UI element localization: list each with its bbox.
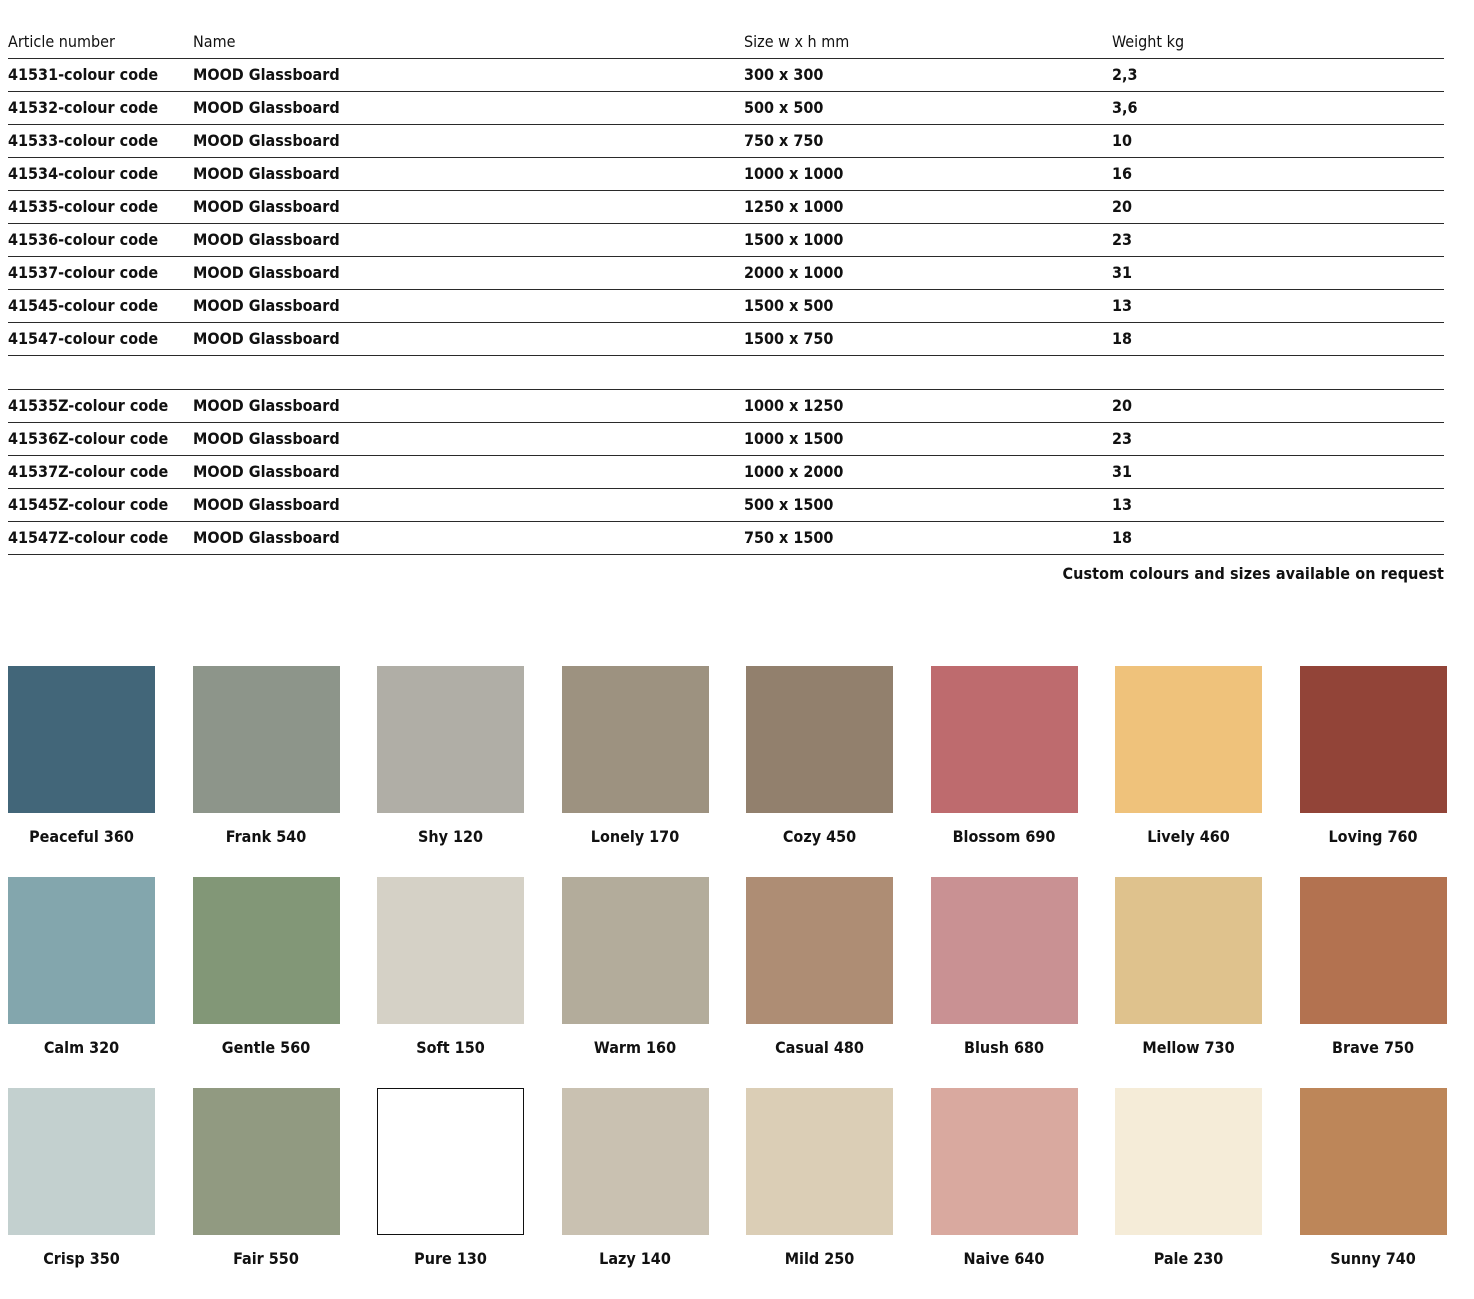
table-row bbox=[8, 390, 1444, 423]
swatch-chip bbox=[377, 877, 524, 1024]
table-spacer-row bbox=[8, 356, 1444, 390]
swatch-label: Calm 320 bbox=[43, 1038, 120, 1057]
article-number-cell: 41532-colour code bbox=[8, 98, 159, 117]
name-cell: MOOD Glassboard bbox=[193, 462, 340, 481]
custom-request-note: Custom colours and sizes available on request bbox=[1062, 564, 1444, 583]
name-cell: MOOD Glassboard bbox=[193, 164, 340, 183]
colour-swatch bbox=[1115, 877, 1262, 1088]
colour-swatch bbox=[1300, 877, 1447, 1088]
colour-swatch bbox=[8, 666, 155, 877]
size-cell: 1000 x 1000 bbox=[744, 164, 844, 183]
colour-swatch bbox=[193, 877, 340, 1088]
table-group-z bbox=[8, 390, 1444, 555]
article-number-cell: 41537Z-colour code bbox=[8, 462, 169, 481]
weight-cell: 3,6 bbox=[1112, 98, 1138, 117]
colour-swatch bbox=[8, 877, 155, 1088]
swatch-label: Frank 540 bbox=[225, 827, 307, 846]
size-cell: 2000 x 1000 bbox=[744, 263, 844, 282]
table-row bbox=[8, 59, 1444, 92]
name-cell: MOOD Glassboard bbox=[193, 329, 340, 348]
swatch-chip bbox=[931, 877, 1078, 1024]
article-number-cell: 41535-colour code bbox=[8, 197, 159, 216]
table-row bbox=[8, 125, 1444, 158]
swatch-label: Casual 480 bbox=[775, 1038, 864, 1057]
colour-swatch bbox=[931, 877, 1078, 1088]
swatch-label: Soft 150 bbox=[416, 1038, 485, 1057]
colour-swatch bbox=[1300, 666, 1447, 877]
table-row bbox=[8, 423, 1444, 456]
swatch-chip bbox=[931, 666, 1078, 813]
name-cell: MOOD Glassboard bbox=[193, 98, 340, 117]
size-cell: 1250 x 1000 bbox=[744, 197, 844, 216]
weight-cell: 18 bbox=[1112, 528, 1133, 547]
swatch-chip bbox=[377, 666, 524, 813]
article-number-cell: 41536Z-colour code bbox=[8, 429, 169, 448]
swatch-label: Brave 750 bbox=[1332, 1038, 1414, 1057]
swatch-label: Peaceful 360 bbox=[29, 827, 134, 846]
header-name: Name bbox=[193, 31, 236, 51]
weight-cell: 23 bbox=[1112, 230, 1133, 249]
article-number-cell: 41531-colour code bbox=[8, 65, 159, 84]
table-row bbox=[8, 489, 1444, 522]
swatch-label: Pale 230 bbox=[1153, 1249, 1224, 1268]
weight-cell: 16 bbox=[1112, 164, 1133, 183]
size-cell: 750 x 750 bbox=[744, 131, 824, 150]
swatch-chip bbox=[8, 1088, 155, 1235]
name-cell: MOOD Glassboard bbox=[193, 396, 340, 415]
swatch-label: Mellow 730 bbox=[1142, 1038, 1235, 1057]
table-row bbox=[8, 191, 1444, 224]
name-cell: MOOD Glassboard bbox=[193, 495, 340, 514]
swatch-label: Lively 460 bbox=[1147, 827, 1230, 846]
swatch-label: Crisp 350 bbox=[43, 1249, 120, 1268]
colour-swatch bbox=[193, 666, 340, 877]
swatch-label: Warm 160 bbox=[593, 1038, 677, 1057]
weight-cell: 13 bbox=[1112, 296, 1133, 315]
colour-swatch bbox=[562, 877, 709, 1088]
article-number-cell: 41545Z-colour code bbox=[8, 495, 169, 514]
weight-cell: 31 bbox=[1112, 462, 1133, 481]
name-cell: MOOD Glassboard bbox=[193, 263, 340, 282]
swatch-chip bbox=[746, 1088, 893, 1235]
colour-swatch bbox=[193, 1088, 340, 1299]
swatch-chip bbox=[193, 666, 340, 813]
colour-swatch bbox=[746, 666, 893, 877]
swatch-chip bbox=[562, 666, 709, 813]
swatch-chip bbox=[193, 1088, 340, 1235]
weight-cell: 31 bbox=[1112, 263, 1133, 282]
swatch-label: Shy 120 bbox=[417, 827, 484, 846]
colour-swatch bbox=[562, 1088, 709, 1299]
colour-swatch bbox=[377, 1088, 524, 1299]
swatch-label: Pure 130 bbox=[414, 1249, 487, 1268]
colour-swatch bbox=[1115, 1088, 1262, 1299]
name-cell: MOOD Glassboard bbox=[193, 528, 340, 547]
swatch-chip bbox=[193, 877, 340, 1024]
swatch-chip bbox=[1300, 1088, 1447, 1235]
article-number-cell: 41536-colour code bbox=[8, 230, 159, 249]
weight-cell: 2,3 bbox=[1112, 65, 1138, 84]
swatch-chip bbox=[746, 666, 893, 813]
article-number-cell: 41537-colour code bbox=[8, 263, 159, 282]
name-cell: MOOD Glassboard bbox=[193, 65, 340, 84]
name-cell: MOOD Glassboard bbox=[193, 230, 340, 249]
size-cell: 1500 x 1000 bbox=[744, 230, 844, 249]
colour-swatch bbox=[562, 666, 709, 877]
size-cell: 300 x 300 bbox=[744, 65, 824, 84]
header-size: Size w x h mm bbox=[744, 31, 850, 51]
colour-swatch bbox=[931, 666, 1078, 877]
name-cell: MOOD Glassboard bbox=[193, 197, 340, 216]
table-row bbox=[8, 323, 1444, 356]
colour-swatch bbox=[746, 1088, 893, 1299]
table-row bbox=[8, 522, 1444, 555]
swatch-label: Blush 680 bbox=[963, 1038, 1045, 1057]
swatch-label: Sunny 740 bbox=[1330, 1249, 1416, 1268]
swatch-label: Lonely 170 bbox=[590, 827, 680, 846]
size-cell: 500 x 500 bbox=[744, 98, 824, 117]
colour-swatch bbox=[377, 877, 524, 1088]
swatch-chip bbox=[1115, 1088, 1262, 1235]
swatch-chip bbox=[1300, 666, 1447, 813]
colour-swatch bbox=[1300, 1088, 1447, 1299]
swatch-label: Cozy 450 bbox=[782, 827, 857, 846]
table-row bbox=[8, 92, 1444, 125]
swatch-chip bbox=[8, 877, 155, 1024]
swatch-chip bbox=[562, 877, 709, 1024]
swatch-chip bbox=[562, 1088, 709, 1235]
table-header-row bbox=[8, 25, 1444, 59]
size-cell: 750 x 1500 bbox=[744, 528, 834, 547]
swatch-chip bbox=[1300, 877, 1447, 1024]
size-cell: 1000 x 1250 bbox=[744, 396, 844, 415]
colour-swatch bbox=[377, 666, 524, 877]
header-weight: Weight kg bbox=[1112, 31, 1185, 51]
swatch-chip bbox=[1115, 666, 1262, 813]
product-sheet bbox=[8, 0, 1444, 1268]
name-cell: MOOD Glassboard bbox=[193, 131, 340, 150]
swatch-label: Blossom 690 bbox=[952, 827, 1056, 846]
size-cell: 1000 x 2000 bbox=[744, 462, 844, 481]
swatch-label: Naive 640 bbox=[963, 1249, 1045, 1268]
article-number-cell: 41535Z-colour code bbox=[8, 396, 169, 415]
swatch-chip bbox=[1115, 877, 1262, 1024]
swatch-label: Gentle 560 bbox=[221, 1038, 311, 1057]
article-number-cell: 41534-colour code bbox=[8, 164, 159, 183]
article-table bbox=[8, 25, 1444, 555]
weight-cell: 20 bbox=[1112, 396, 1133, 415]
table-row bbox=[8, 456, 1444, 489]
name-cell: MOOD Glassboard bbox=[193, 296, 340, 315]
article-number-cell: 41545-colour code bbox=[8, 296, 159, 315]
swatch-label: Mild 250 bbox=[784, 1249, 855, 1268]
swatch-chip bbox=[8, 666, 155, 813]
colour-swatch bbox=[931, 1088, 1078, 1299]
colour-swatch bbox=[1115, 666, 1262, 877]
size-cell: 500 x 1500 bbox=[744, 495, 834, 514]
article-number-cell: 41533-colour code bbox=[8, 131, 159, 150]
colour-swatch-grid bbox=[8, 666, 1444, 1299]
article-number-cell: 41547Z-colour code bbox=[8, 528, 169, 547]
swatch-chip bbox=[931, 1088, 1078, 1235]
table-row bbox=[8, 224, 1444, 257]
colour-swatch bbox=[8, 1088, 155, 1299]
table-group-standard bbox=[8, 59, 1444, 356]
colour-swatch bbox=[746, 877, 893, 1088]
table-row bbox=[8, 290, 1444, 323]
swatch-label: Loving 760 bbox=[1328, 827, 1418, 846]
article-number-cell: 41547-colour code bbox=[8, 329, 159, 348]
swatch-label: Lazy 140 bbox=[599, 1249, 671, 1268]
swatch-chip bbox=[377, 1088, 524, 1235]
weight-cell: 10 bbox=[1112, 131, 1133, 150]
size-cell: 1500 x 750 bbox=[744, 329, 834, 348]
weight-cell: 23 bbox=[1112, 429, 1133, 448]
swatch-chip bbox=[746, 877, 893, 1024]
size-cell: 1500 x 500 bbox=[744, 296, 834, 315]
table-row bbox=[8, 158, 1444, 191]
weight-cell: 13 bbox=[1112, 495, 1133, 514]
table-row bbox=[8, 257, 1444, 290]
weight-cell: 18 bbox=[1112, 329, 1133, 348]
size-cell: 1000 x 1500 bbox=[744, 429, 844, 448]
weight-cell: 20 bbox=[1112, 197, 1133, 216]
swatch-label: Fair 550 bbox=[233, 1249, 299, 1268]
header-article-number: Article number bbox=[8, 31, 115, 51]
name-cell: MOOD Glassboard bbox=[193, 429, 340, 448]
